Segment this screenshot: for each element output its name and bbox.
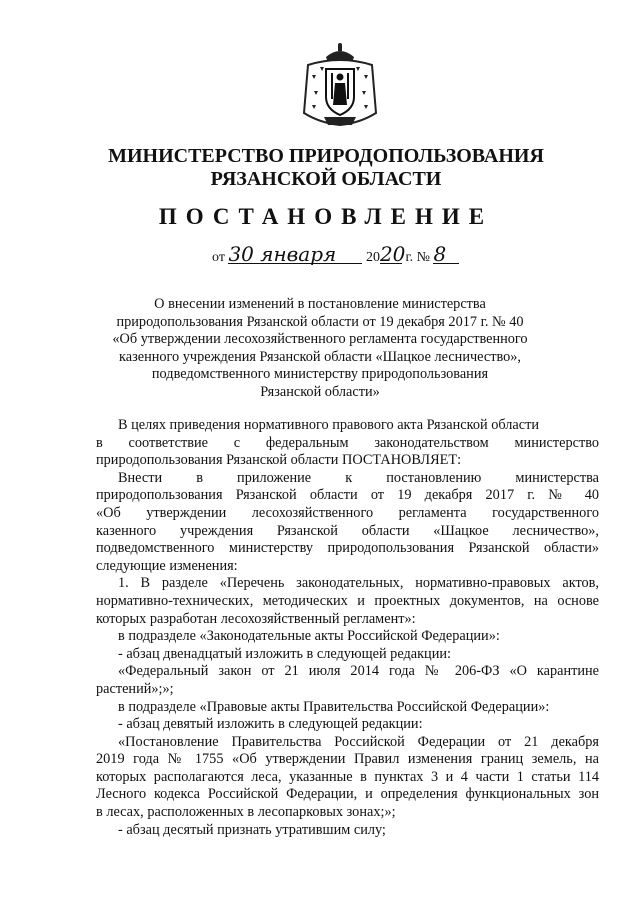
subject-line: О внесении изменений в постановление министерства	[154, 296, 486, 312]
body-line: В целях приведения нормативного правового акта Рязанской области	[118, 417, 540, 433]
subject-line: подведомственного министерству природопользования	[151, 366, 489, 383]
body-line: следующие изменения:	[96, 557, 238, 574]
handwritten-number: 8	[433, 245, 459, 264]
body-line: 2019 года № 1755 «Об утверждении Правил изменения границ земель, на	[96, 751, 599, 768]
body-line: 1. В разделе «Перечень законодательных, нормативно-правовых актов,	[118, 575, 599, 592]
body-line: «Федеральный закон от 21 июля 2014 года № 206-ФЗ «О карантине	[118, 663, 599, 680]
body-line: Лесного кодекса Российской Федерации, и определения функциональных зон	[96, 786, 599, 803]
body-line: «Постановление Правительства Российской Федерации от 21 декабря	[118, 733, 599, 750]
body-line: в соответствие с федеральным законодательством министерство	[96, 434, 599, 451]
body-line: природопользования Рязанской области от 19 декабря 2017 г. № 40	[96, 487, 599, 504]
date-prefix: от	[212, 250, 225, 265]
document-type-title: ПОСТАНОВЛЕНИЕ	[158, 204, 494, 229]
body-line: в подразделе «Законодательные акты Российской Федерации»:	[118, 628, 500, 645]
body-line: которых располагаются леса, указанные в пунктах 3 и 4 части 1 статьи 114	[96, 768, 599, 785]
body-line: нормативно-технических, методических и проектных документов, на основе	[96, 592, 599, 609]
subject-line: казенного учреждения Рязанской области «Шацкое лесничество»,	[119, 348, 521, 365]
coat-of-arms-icon	[300, 43, 380, 129]
year-suffix: г.	[405, 250, 414, 265]
body-line: природопользования Рязанской области ПОСТАНОВЛЯЕТ:	[96, 452, 462, 469]
body-line: - абзац девятый изложить в следующей редакции:	[118, 716, 423, 733]
body-line: - абзац двенадцатый изложить в следующей редакции:	[118, 645, 451, 662]
number-sign: №	[416, 250, 430, 265]
body-line: «Об утверждении лесохозяйственного регламента государственного	[96, 504, 599, 521]
body-line: - абзац десятый признать утратившим силу;	[118, 821, 386, 838]
year-prefix: 20	[365, 250, 380, 265]
body-line: подведомственного министерству природопользования Рязанской области»	[96, 540, 599, 557]
document-subject	[100, 296, 540, 402]
body-line: которых разработан лесохозяйственный регламент»:	[96, 610, 416, 627]
body-line: в подразделе «Правовые акты Правительства Российской Федерации»:	[118, 698, 550, 715]
body-line: растений»;»;	[96, 680, 174, 697]
ministry-name-line1: МИНИСТЕРСТВО ПРИРОДОПОЛЬЗОВАНИЯ	[108, 145, 544, 167]
subject-line: Рязанской области»	[260, 383, 380, 400]
body-line: Внести в приложение к постановлению министерства	[118, 469, 599, 486]
handwritten-date: 30 января	[228, 245, 362, 264]
document-body	[96, 417, 599, 839]
subject-line: природопользования Рязанской области от 19 декабря 2017 г. № 40	[116, 313, 524, 330]
handwritten-year: 20	[379, 242, 406, 266]
ministry-name-line2: РЯЗАНСКОЙ ОБЛАСТИ	[210, 168, 442, 190]
date-number-line	[212, 242, 459, 266]
body-line: казенного учреждения Рязанской области «Шацкое лесничество»,	[96, 522, 599, 539]
subject-line: «Об утверждении лесохозяйственного регламента государственного	[112, 331, 528, 348]
body-line: в лесах, расположенных в лесопарковых зонах;»;	[96, 804, 396, 821]
